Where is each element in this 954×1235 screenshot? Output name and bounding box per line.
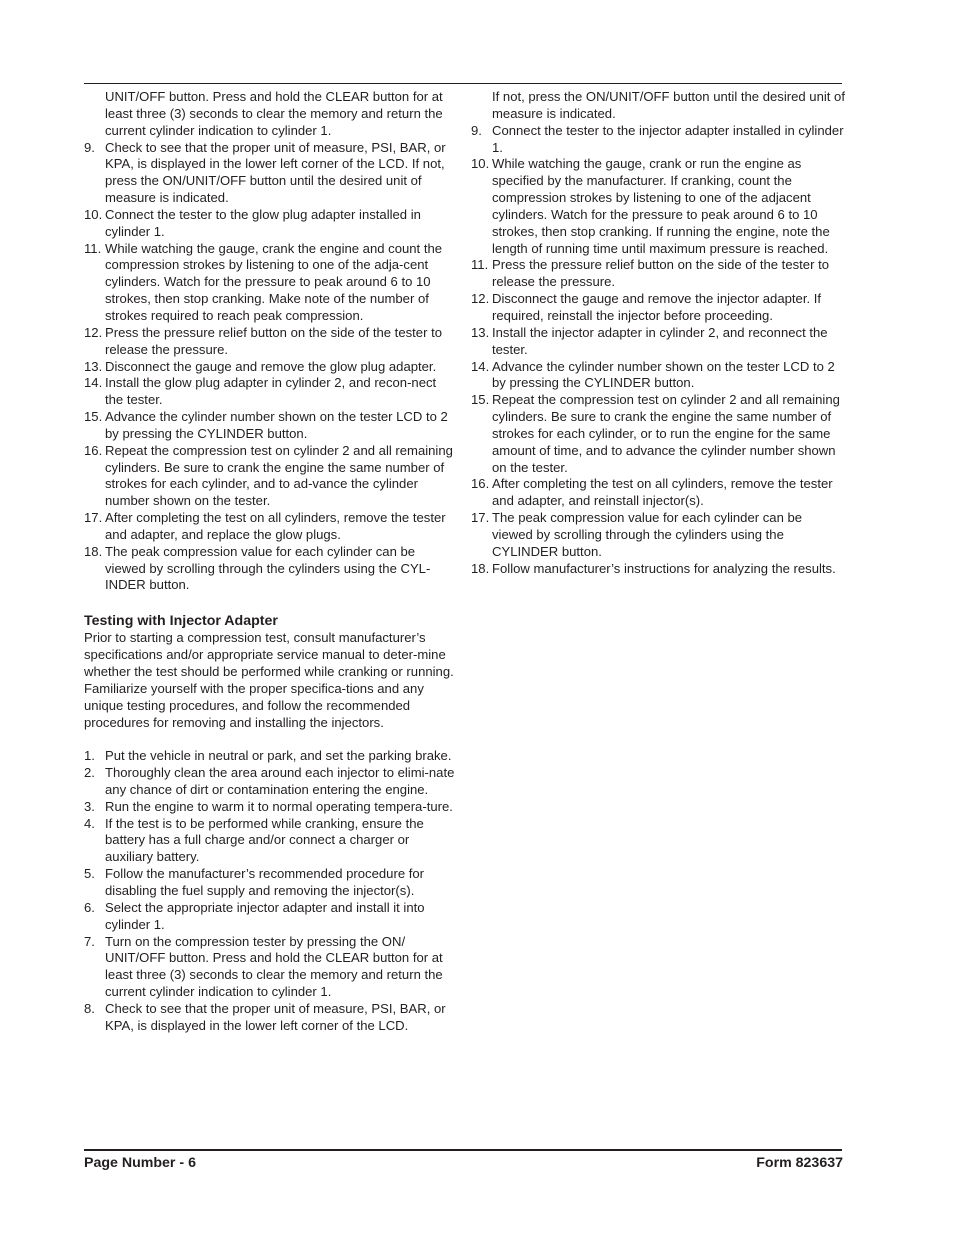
step-text: The peak compression value for each cylinder can be viewed by scrolling through the cylinders using the CYLINDER button. (492, 510, 803, 559)
step-number: 2. (84, 765, 95, 781)
step-text: Connect the tester to the glow plug adapter installed in cylinder 1. (105, 206, 421, 239)
list-item (471, 510, 845, 561)
list-item (471, 325, 845, 359)
step-text: Turn on the compression tester by pressing the ON/ UNIT/OFF button. Press and hold the CLEAR button for at least three (3) seconds to clear the memory and return the current cylinder indication to cylinder 1. (105, 933, 443, 1000)
step-number: 5. (84, 866, 95, 882)
step-number: 11. (84, 240, 102, 256)
list-item (84, 207, 456, 241)
list-item (84, 359, 456, 376)
list-item (471, 561, 845, 578)
step-text: Select the appropriate injector adapter and install it into cylinder 1. (105, 899, 425, 932)
step-text: Press the pressure relief button on the side of the tester to release the pressure. (105, 324, 442, 357)
step-text: Install the injector adapter in cylinder 2, and reconnect the tester. (492, 324, 828, 357)
list-item (84, 934, 456, 1001)
step-number: 1. (84, 748, 95, 764)
step-text: After completing the test on all cylinders, remove the tester and adapter, and reinstall injector(s). (492, 476, 833, 509)
list-item (84, 1001, 456, 1035)
list-item (471, 257, 845, 291)
list-item (84, 816, 456, 867)
list-item (471, 359, 845, 393)
step-number: 12. (84, 324, 103, 340)
step-number: 4. (84, 815, 95, 831)
paragraph-spacer (84, 731, 456, 748)
step-number: 9. (84, 139, 95, 155)
step-number: 16. (84, 442, 103, 458)
step-number: 13. (84, 358, 103, 374)
step-text: After completing the test on all cylinders, remove the tester and adapter, and replace the glow plugs. (105, 510, 446, 542)
step-number: 7. (84, 933, 95, 949)
step-text: Disconnect the gauge and remove the injector adapter. If required, reinstall the injector before proceeding. (492, 291, 822, 323)
step-number: 16. (471, 476, 490, 492)
list-item (84, 325, 456, 359)
list-item (471, 392, 845, 476)
step-text: Check to see that the proper unit of measure, PSI, BAR, or KPA, is displayed in the lower left corner of the LCD. (105, 1000, 446, 1033)
list-item (84, 241, 456, 325)
step-text: Install the glow plug adapter in cylinder 2, and recon-nect the tester. (105, 375, 437, 408)
list-item (471, 156, 845, 257)
step-text: Check to see that the proper unit of measure, PSI, BAR, or KPA, is displayed in the lower left corner of the LCD. If not, press the ON/UNIT/OFF button until the desired unit of measure is indicated. (105, 139, 446, 206)
list-item (84, 409, 456, 443)
form-number: Form 823637 (756, 1155, 843, 1171)
header-rule (84, 83, 842, 84)
list-item (471, 476, 845, 510)
step-number: 18. (84, 543, 103, 559)
list-item (84, 140, 456, 207)
step-number: 17. (471, 510, 490, 526)
list-item (84, 748, 456, 765)
step-number: 10. (84, 206, 103, 222)
footer-rule (84, 1149, 842, 1151)
step-number: 12. (471, 291, 490, 307)
step-text: Advance the cylinder number shown on the tester LCD to 2 by pressing the CYLINDER button. (492, 358, 835, 391)
step-number: 17. (84, 510, 103, 526)
step-text: Thoroughly clean the area around each injector to elimi-nate any chance of dirt or contamination entering the engine. (105, 765, 455, 797)
list-item (84, 544, 456, 595)
step-text: Disconnect the gauge and remove the glow plug adapter. (105, 358, 437, 374)
step-number: 8. (84, 1000, 95, 1016)
step-number: 18. (471, 560, 490, 576)
step-number: 3. (84, 798, 95, 814)
page-number: Page Number - 6 (84, 1155, 196, 1171)
right-lead-in: If not, press the ON/UNIT/OFF button until the desired unit of measure is indicated. (492, 89, 845, 121)
step-number: 15. (84, 409, 103, 425)
step-text: While watching the gauge, crank or run the engine as specified by the manufacturer. If cranking, count the compression strokes by listening to one of the adjacent cylinders. Watch for the pressure to peak around 6 to 10 strokes, then stop cranking. If running the engine, note the length of running time until maximum pressure is reached. (492, 156, 830, 256)
list-item (84, 866, 456, 900)
step-text: Follow the manufacturer’s recommended procedure for disabling the fuel supply and removing the injector(s). (105, 866, 425, 898)
list-item (84, 443, 456, 510)
section-heading: Testing with Injector Adapter (84, 613, 278, 630)
list-item (84, 375, 456, 409)
step-text: Repeat the compression test on cylinder 2 and all remaining cylinders. Be sure to crank the engine the same number of strokes for each cylinder, and to ad-vance the cylinder number shown on the tester. (105, 442, 453, 509)
step-number: 13. (471, 324, 490, 340)
step-number: 10. (471, 156, 490, 172)
step-text: Run the engine to warm it to normal operating tempera-ture. (105, 798, 453, 814)
list-item (471, 123, 845, 157)
step-text: Advance the cylinder number shown on the tester LCD to 2 by pressing the CYLINDER button. (105, 409, 448, 441)
step-text: While watching the gauge, crank the engine and count the compression strokes by listening to one of the adja-cent cylinders. Watch for the pressure to peak around 6 to 10 strokes, then stop cranking. Make note of the number of strokes required to reach peak compression. (105, 240, 443, 323)
step-number: 6. (84, 899, 95, 915)
right-column (471, 89, 845, 577)
step-text: Connect the tester to the injector adapter installed in cylinder 1. (492, 122, 844, 155)
left-lead-in: UNIT/OFF button. Press and hold the CLEAR button for at least three (3) seconds to clear the memory and return the current cylinder indication to cylinder 1. (105, 89, 443, 138)
left-column (84, 89, 456, 1035)
step-number: 15. (471, 392, 490, 408)
step-text: Follow manufacturer’s instructions for analyzing the results. (492, 560, 836, 576)
list-item (84, 799, 456, 816)
step-text: Put the vehicle in neutral or park, and set the parking brake. (105, 748, 452, 764)
intro-paragraph: Prior to starting a compression test, consult manufacturer’s specifications and/or appropriate service manual to deter-mine whether the test should be performed while cranking or running. Familiarize yourself with the proper specifica-tions and any unique testing procedures, and follow the recommended procedures for removing and installing the injectors. (84, 630, 454, 730)
list-item (471, 291, 845, 325)
step-text: Press the pressure relief button on the side of the tester to release the pressure. (492, 257, 829, 290)
list-item (84, 765, 456, 799)
step-text: If the test is to be performed while cranking, ensure the battery has a full charge and/or connect a charger or auxiliary battery. (105, 815, 424, 865)
step-number: 9. (471, 122, 482, 138)
step-number: 14. (84, 375, 103, 391)
step-number: 14. (471, 358, 490, 374)
step-text: The peak compression value for each cylinder can be viewed by scrolling through the cylinders using the CYL-INDER button. (105, 543, 431, 593)
step-number: 11. (471, 257, 489, 273)
list-item (84, 900, 456, 934)
list-item (84, 510, 456, 544)
step-text: Repeat the compression test on cylinder 2 and all remaining cylinders. Be sure to crank the engine the same number of strokes for each cylinder, or to run the engine for the same amount of time, and to advance the cylinder number shown on the tester. (492, 392, 840, 475)
